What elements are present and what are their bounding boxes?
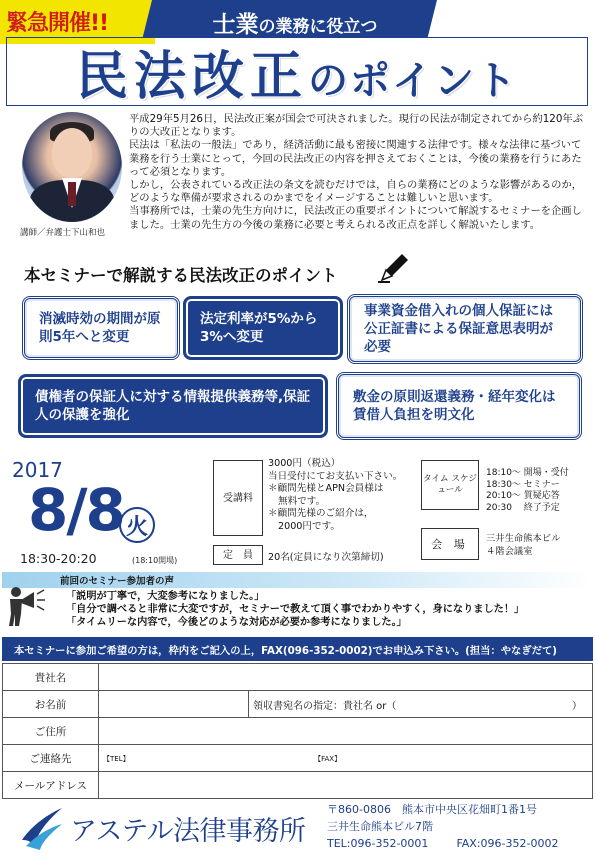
table-row [3,772,593,799]
venue-label: 会 場 [421,528,479,560]
address-label: ご住所 [3,718,99,745]
schedule-label: タイム スケジュール [421,460,479,510]
voice-item: 「タイムリーな内容で，今後どのような対応が必要か参考になりました。」 [66,617,407,628]
capacity-value: 20名(定員になり次第締切) [268,552,384,563]
megaphone-person-icon [4,584,48,626]
lecturer-photo [22,112,122,222]
point-box-personal-guarantee: 事業資金借入れの個人保証には公正証書による保証意思表明が必要 [347,294,583,364]
table-row [3,691,593,718]
application-form [2,663,593,799]
firm-address: 〒860-0806 熊本市中央区花畑町1番1号 三井生命熊本ビル7階 TEL:096-352-0001 FAX:096-352-0002 [327,803,559,850]
voice-item: 「説明が丁寧で，大変参考になりました。」 [66,591,265,602]
form-header: 本セミナーに参加ご希望の方は，枠内をご記入の上，FAX(096-352-0002)でお申込み下さい。(担当：やなぎだて) [2,637,593,661]
event-time: 18:30-20:20 [20,551,97,566]
point-box-deposit: 敷金の原則返還義務・経年変化は賃借人負担を明文化 [336,372,582,440]
event-year: 2017 [12,458,63,482]
receipt-field[interactable]: 領収書宛名の指定：貴社名 or（ ） [249,691,593,718]
venue-value: 三井生命熊本ビル ４階会議室 [486,533,561,557]
points-heading: 本セミナーで解説する民法改正のポイント [24,266,338,285]
address-field[interactable] [99,718,593,745]
email-field[interactable] [99,772,593,799]
intro-paragraph: 民法は「私法の一般法」であり，経済活動に最も密接に関連する法律です。様々な法律に基づいて業務を行う士業にとって，今回の民法改正の内容を押さえておくことは，今後の業務を行うにあたって必須となります。 [129,139,582,178]
point-box-interest-rate: 法定利率が5%から3%へ変更 [183,296,343,360]
contact-field[interactable] [99,745,593,772]
point-box-statute-limitations: 消滅時効の期間が原則5年へと変更 [22,296,180,360]
banner-text: 士業の業務に役立つ [212,12,378,38]
event-day-of-week: 火 [119,507,155,543]
voice-item: 「自分で調べると非常に大変ですが，セミナーで教えて頂く事でわかりやすく，身になりました！」 [66,604,525,615]
name-label: お名前 [3,691,99,718]
page-title: 民法改正のポイント [6,37,588,106]
tel-label: 【TEL】 [103,754,130,763]
company-field[interactable] [99,664,593,691]
urgent-text: 緊急開催!! [6,11,109,36]
company-label: 貴社名 [3,664,99,691]
voices-title: 前回のセミナー参加者の声 [60,576,175,587]
pencil-icon [376,250,410,284]
intro-paragraph: 平成29年5月26日，民法改正案が国会で可決されました。現行の民法が制定されてから約120年ぶりの大改正となります。 [129,113,583,139]
intro-paragraph: 当事務所では，士業の先生方向けに，民法改正の重要ポイントについて解説するセミナーを企画しました。士業の先生方の今後の業務に必要と考えられる改正点を詳しく解説いたします。 [129,205,582,231]
firm-name: アステル法律事務所 [70,816,306,847]
firm-logo-icon [18,806,64,850]
intro-text [129,113,589,263]
voices-list [66,590,586,630]
contact-label: ご連絡先 [3,745,99,772]
intro-paragraph: しかし，公表されている改正法の条文を読むだけでは，自らの業務にどのような影響があるのか，どのような準備が要求されるのかまでをイメージすることは難しいと思います。 [129,179,583,205]
fax-label: 【FAX】 [317,754,342,763]
table-row [3,745,593,772]
event-date: 8/8 [28,476,124,544]
name-field[interactable] [99,691,249,718]
capacity-label: 定 員 [213,545,263,565]
point-box-guarantor-protection: 債権者の保証人に対する情報提供義務等,保証人の保護を強化 [18,374,328,438]
table-row [3,718,593,745]
fee-label: 受講料 [213,460,263,536]
table-row [3,664,593,691]
email-label: メールアドレス [3,772,99,799]
event-open-time: (18:10開場) [132,556,178,565]
lecturer-caption: 講師／弁護士下山和也 [20,228,106,238]
schedule-list: 18:10～ 開場・受付 18:30～ セミナー 20:10～ 質疑応答 20:30 終了予定 [486,468,569,513]
fee-details: 3000円（税込） 当日受付にてお支払い下さい。 ＊顧問先様とAPN会員様は 無料です。 ＊顧問先様のご紹介は， 2000円です。 [268,458,403,532]
